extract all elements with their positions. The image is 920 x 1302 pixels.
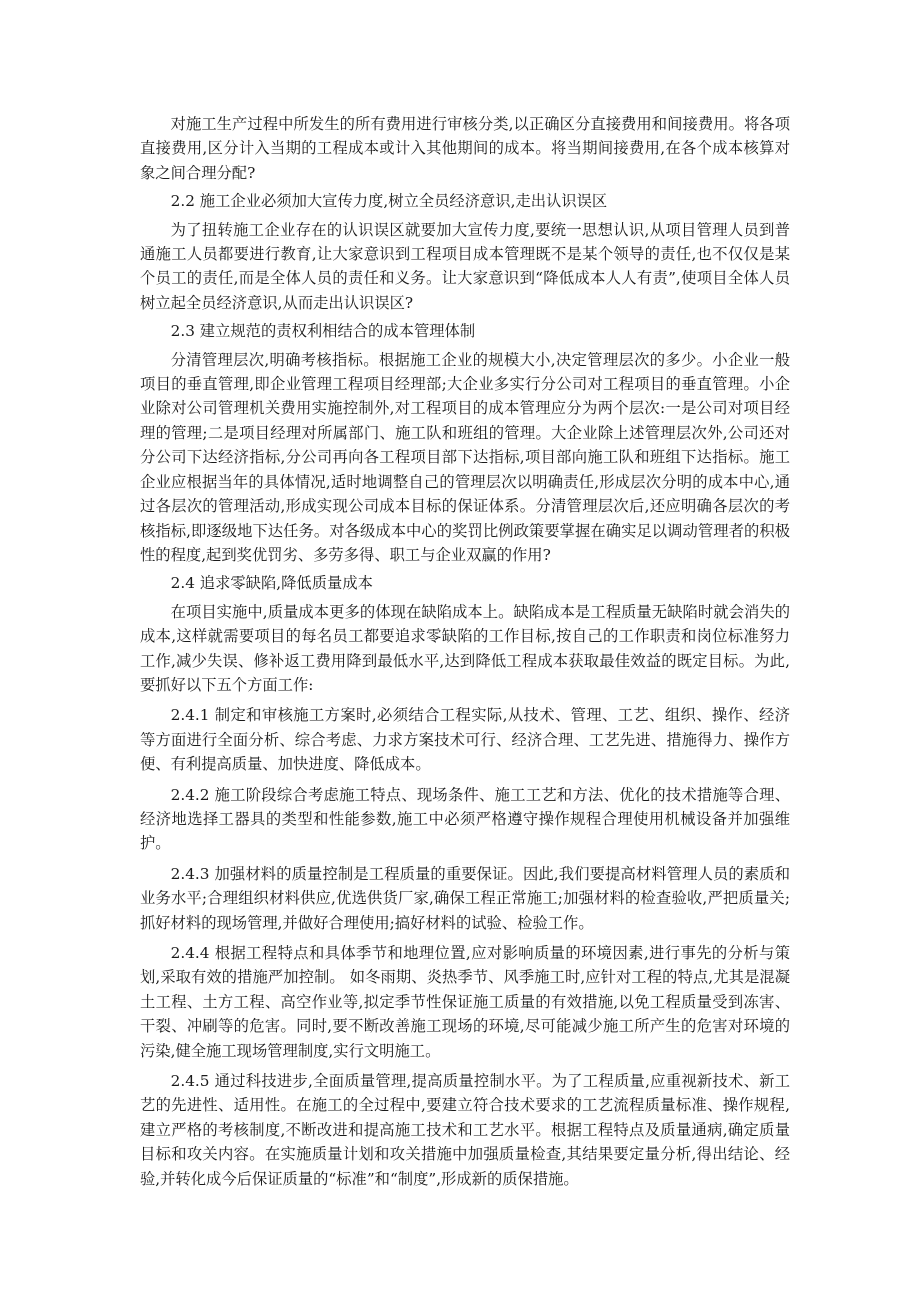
list-item-2-4-4: 2.4.4 根据工程特点和具体季节和地理位置,应对影响质量的环境因素,进行事先的分析与策划,采取有效的措施严加控制。 如冬雨期、炎热季节、风季施工时,应针对工程的特点,尤其是混凝土工程、土方工程、高空作业等,拟定季节性保证施工质量的有效措施,以免工程质量受到冻害、干裂、冲刷等的危害。同时,要不断改善施工现场的环境,尽可能减少施工所产生的危害对环境的污染,健全施工现场管理制度,实行文明施工。: [140, 944, 790, 1060]
body-paragraph: 对施工生产过程中所发生的所有费用进行审核分类,以正确区分直接费用和间接费用。将各项直接费用,区分计入当期的工程成本或计入其他期间的成本。将当期间接费用,在各个成本核算对象之间合理分配?: [140, 115, 790, 182]
body-paragraph: 为了扭转施工企业存在的认识误区就要加大宣传力度,要统一思想认识,从项目管理人员到普通施工人员都要进行教育,让大家意识到工程项目成本管理既不是某个领导的责任,也不仅仅是某个员工的责任,而是全体人员的责任和义务。让大家意识到“降低成本人人有责”,使项目全体人员树立起全员经济意识,从而走出认识误区?: [140, 220, 790, 312]
list-item-2-4-5: 2.4.5 通过科技进步,全面质量管理,提高质量控制水平。为了工程质量,应重视新技术、新工艺的先进性、适用性。在施工的全过程中,要建立符合技术要求的工艺流程质量标准、操作规程,建立严格的考核制度,不断改进和提高施工技术和工艺水平。根据工程特点及质量通病,确定质量目标和攻关内容。在实施质量计划和攻关措施中加强质量检查,其结果要定量分析,得出结论、经验,并转化成今后保证质量的“标准”和“制度”,形成新的质保措施。: [140, 1072, 790, 1188]
list-item-2-4-1: 2.4.1 制定和审核施工方案时,必须结合工程实际,从技术、管理、工艺、组织、操作、经济等方面进行全面分析、综合考虑、力求方案技术可行、经济合理、工艺先进、措施得力、操作方便、有利提高质量、加快进度、降低成本。: [140, 706, 790, 774]
section-heading-2-2: 2.2 施工企业必须加大宣传力度,树立全员经济意识,走出认识误区: [170, 192, 608, 211]
list-item-2-4-3: 2.4.3 加强材料的质量控制是工程质量的重要保证。因此,我们要提高材料管理人员的素质和业务水平;合理组织材料供应,优选供货厂家,确保工程正常施工;加强材料的检查验收,严把质量关;抓好材料的现场管理,并做好合理使用;搞好材料的试验、检验工作。: [140, 864, 790, 932]
list-item-2-4-2: 2.4.2 施工阶段综合考虑施工特点、现场条件、施工工艺和方法、优化的技术措施等合理、经济地选择工器具的类型和性能参数,施工中必须严格遵守操作规程合理使用机械设备并加强维护。: [140, 785, 790, 853]
body-paragraph: 在项目实施中,质量成本更多的体现在缺陷成本上。缺陷成本是工程质量无缺陷时就会消失的成本,这样就需要项目的每名员工都要追求零缺陷的工作目标,按自己的工作职责和岗位标准努力工作,减少失误、修补返工费用降到最低水平,达到降低工程成本获取最佳效益的既定目标。为此,要抓好以下五个方面工作:: [140, 602, 790, 694]
section-heading-2-3: 2.3 建立规范的责权利相结合的成本管理体制: [170, 322, 476, 341]
document-page: [140, 112, 790, 1191]
body-paragraph: 分清管理层次,明确考核指标。根据施工企业的规模大小,决定管理层次的多少。小企业一般项目的垂直管理,即企业管理工程项目经理部;大企业多实行分公司对工程项目的垂直管理。小企业除对公司管理机关费用实施控制外,对工程项目的成本管理应分为两个层次:一是公司对项目经理的管理;二是项目经理对所属部门、施工队和班组的管理。大企业除上述管理层次外,公司还对分公司下达经济指标,分公司再向各工程项目部下达指标,项目部向施工队和班组下达指标。施工企业应根据当年的具体情况,适时地调整自己的管理层次以明确责任,形成层次分明的成本中心,通过各层次的管理活动,形成实现公司成本目标的保证体系。分清管理层次后,还应明确各层次的考核指标,即逐级地下达任务。对各级成本中心的奖罚比例政策要掌握在确实足以调动管理者的积极性的程度,起到奖优罚劣、多劳多得、职工与企业双赢的作用?: [140, 350, 790, 564]
section-heading-2-4: 2.4 追求零缺陷,降低质量成本: [170, 574, 373, 593]
